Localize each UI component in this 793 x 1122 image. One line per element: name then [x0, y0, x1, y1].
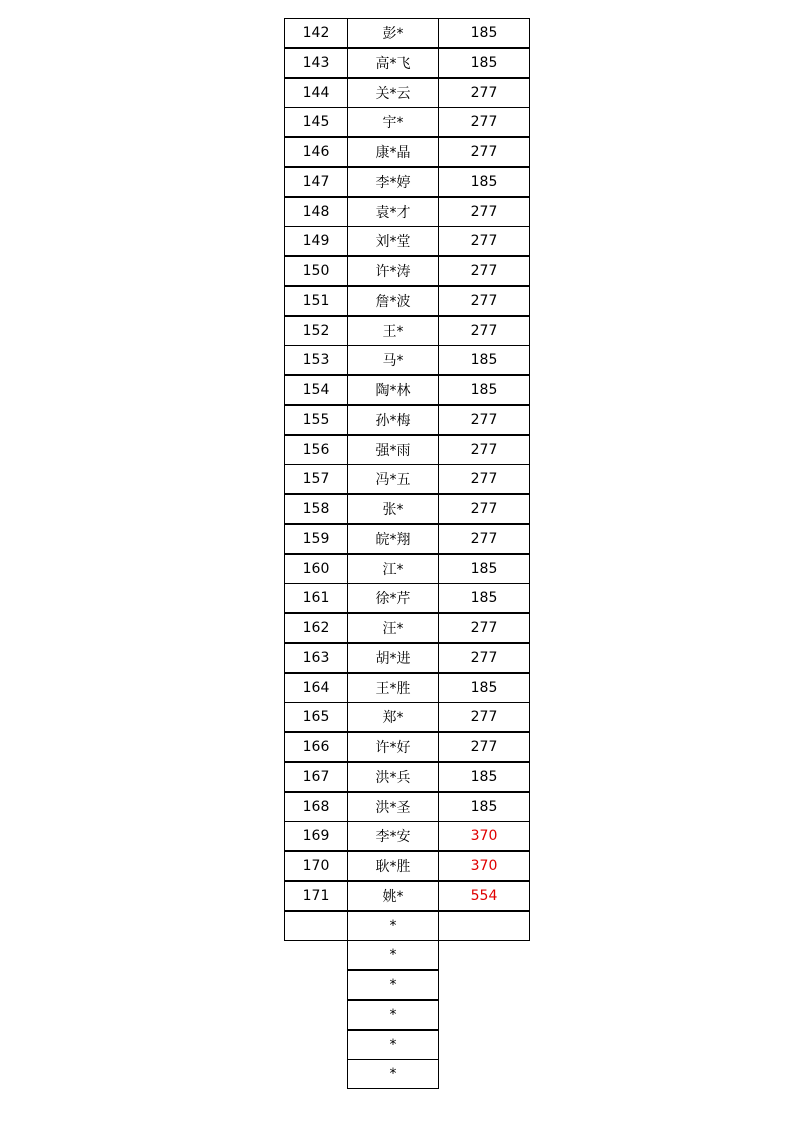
- name-cell: 高*飞: [347, 48, 439, 78]
- row-number-cell: 163: [284, 643, 348, 673]
- row-number-cell: [284, 1030, 348, 1060]
- name-cell: 江*: [347, 554, 439, 584]
- amount-cell: 277: [438, 137, 530, 167]
- row-number-cell: 157: [284, 464, 348, 494]
- amount-cell: 185: [438, 583, 530, 613]
- row-number-cell: 156: [284, 435, 348, 465]
- amount-cell: 277: [438, 435, 530, 465]
- name-cell: 耿*胜: [347, 851, 439, 881]
- row-number-cell: [284, 970, 348, 1000]
- row-number-cell: 167: [284, 762, 348, 792]
- amount-cell: 277: [438, 732, 530, 762]
- amount-cell: 277: [438, 524, 530, 554]
- amount-cell: 185: [438, 48, 530, 78]
- name-cell: 詹*波: [347, 286, 439, 316]
- amount-cell: 185: [438, 375, 530, 405]
- row-number-cell: 171: [284, 881, 348, 911]
- amount-cell: [438, 911, 530, 941]
- row-number-cell: 143: [284, 48, 348, 78]
- row-number-cell: [284, 1000, 348, 1030]
- row-number-cell: 144: [284, 78, 348, 108]
- name-cell: *: [347, 970, 439, 1000]
- name-cell: 强*雨: [347, 435, 439, 465]
- row-number-cell: 166: [284, 732, 348, 762]
- name-cell: *: [347, 940, 439, 970]
- amount-cell: [438, 1000, 530, 1030]
- name-cell: 孙*梅: [347, 405, 439, 435]
- name-cell: 冯*五: [347, 464, 439, 494]
- amount-cell: 277: [438, 107, 530, 137]
- row-number-cell: 159: [284, 524, 348, 554]
- amount-cell: 277: [438, 405, 530, 435]
- name-cell: 袁*才: [347, 197, 439, 227]
- name-cell: 关*云: [347, 78, 439, 108]
- name-cell: *: [347, 1000, 439, 1030]
- amount-cell: 277: [438, 316, 530, 346]
- amount-cell: 277: [438, 643, 530, 673]
- name-cell: 姚*: [347, 881, 439, 911]
- amount-cell: 277: [438, 494, 530, 524]
- row-number-cell: [284, 911, 348, 941]
- name-cell: 张*: [347, 494, 439, 524]
- amount-cell: 185: [438, 554, 530, 584]
- row-number-cell: 155: [284, 405, 348, 435]
- amount-cell: 277: [438, 78, 530, 108]
- name-cell: 宇*: [347, 107, 439, 137]
- amount-cell: 185: [438, 345, 530, 375]
- amount-cell: 277: [438, 226, 530, 256]
- amount-cell: 277: [438, 256, 530, 286]
- amount-cell: [438, 1059, 530, 1089]
- amount-cell: 277: [438, 197, 530, 227]
- amount-cell: 185: [438, 18, 530, 48]
- amount-cell: 370: [438, 821, 530, 851]
- name-cell: 王*胜: [347, 673, 439, 703]
- name-cell: 李*安: [347, 821, 439, 851]
- name-cell: 彭*: [347, 18, 439, 48]
- row-number-cell: 160: [284, 554, 348, 584]
- name-cell: 陶*林: [347, 375, 439, 405]
- name-cell: 王*: [347, 316, 439, 346]
- row-number-cell: 154: [284, 375, 348, 405]
- amount-cell: 185: [438, 762, 530, 792]
- row-number-cell: 145: [284, 107, 348, 137]
- row-number-cell: 152: [284, 316, 348, 346]
- amount-cell: [438, 970, 530, 1000]
- row-number-cell: 147: [284, 167, 348, 197]
- row-number-cell: 165: [284, 702, 348, 732]
- amount-cell: 185: [438, 167, 530, 197]
- row-number-cell: 170: [284, 851, 348, 881]
- name-cell: 洪*兵: [347, 762, 439, 792]
- amount-cell: 277: [438, 613, 530, 643]
- row-number-cell: 168: [284, 792, 348, 822]
- name-cell: *: [347, 1059, 439, 1089]
- row-number-cell: 169: [284, 821, 348, 851]
- name-cell: 洪*圣: [347, 792, 439, 822]
- row-number-cell: 148: [284, 197, 348, 227]
- row-number-cell: 150: [284, 256, 348, 286]
- amount-cell: 185: [438, 673, 530, 703]
- name-cell: 汪*: [347, 613, 439, 643]
- name-cell: 康*晶: [347, 137, 439, 167]
- row-number-cell: 153: [284, 345, 348, 375]
- name-cell: *: [347, 1030, 439, 1060]
- name-cell: 许*涛: [347, 256, 439, 286]
- amount-cell: 277: [438, 702, 530, 732]
- amount-cell: 185: [438, 792, 530, 822]
- name-cell: 马*: [347, 345, 439, 375]
- amount-cell: 554: [438, 881, 530, 911]
- name-cell: 刘*堂: [347, 226, 439, 256]
- amount-cell: [438, 1030, 530, 1060]
- amount-cell: 277: [438, 464, 530, 494]
- name-cell: 徐*芹: [347, 583, 439, 613]
- amount-cell: 370: [438, 851, 530, 881]
- amount-cell: 277: [438, 286, 530, 316]
- row-number-cell: 161: [284, 583, 348, 613]
- name-cell: 皖*翔: [347, 524, 439, 554]
- name-cell: 郑*: [347, 702, 439, 732]
- row-number-cell: 164: [284, 673, 348, 703]
- name-cell: 胡*进: [347, 643, 439, 673]
- row-number-cell: 158: [284, 494, 348, 524]
- row-number-cell: 162: [284, 613, 348, 643]
- amount-cell: [438, 940, 530, 970]
- name-cell: 许*好: [347, 732, 439, 762]
- row-number-cell: 149: [284, 226, 348, 256]
- row-number-cell: [284, 940, 348, 970]
- name-cell: *: [347, 911, 439, 941]
- row-number-cell: [284, 1059, 348, 1089]
- row-number-cell: 151: [284, 286, 348, 316]
- row-number-cell: 146: [284, 137, 348, 167]
- name-cell: 李*婷: [347, 167, 439, 197]
- row-number-cell: 142: [284, 18, 348, 48]
